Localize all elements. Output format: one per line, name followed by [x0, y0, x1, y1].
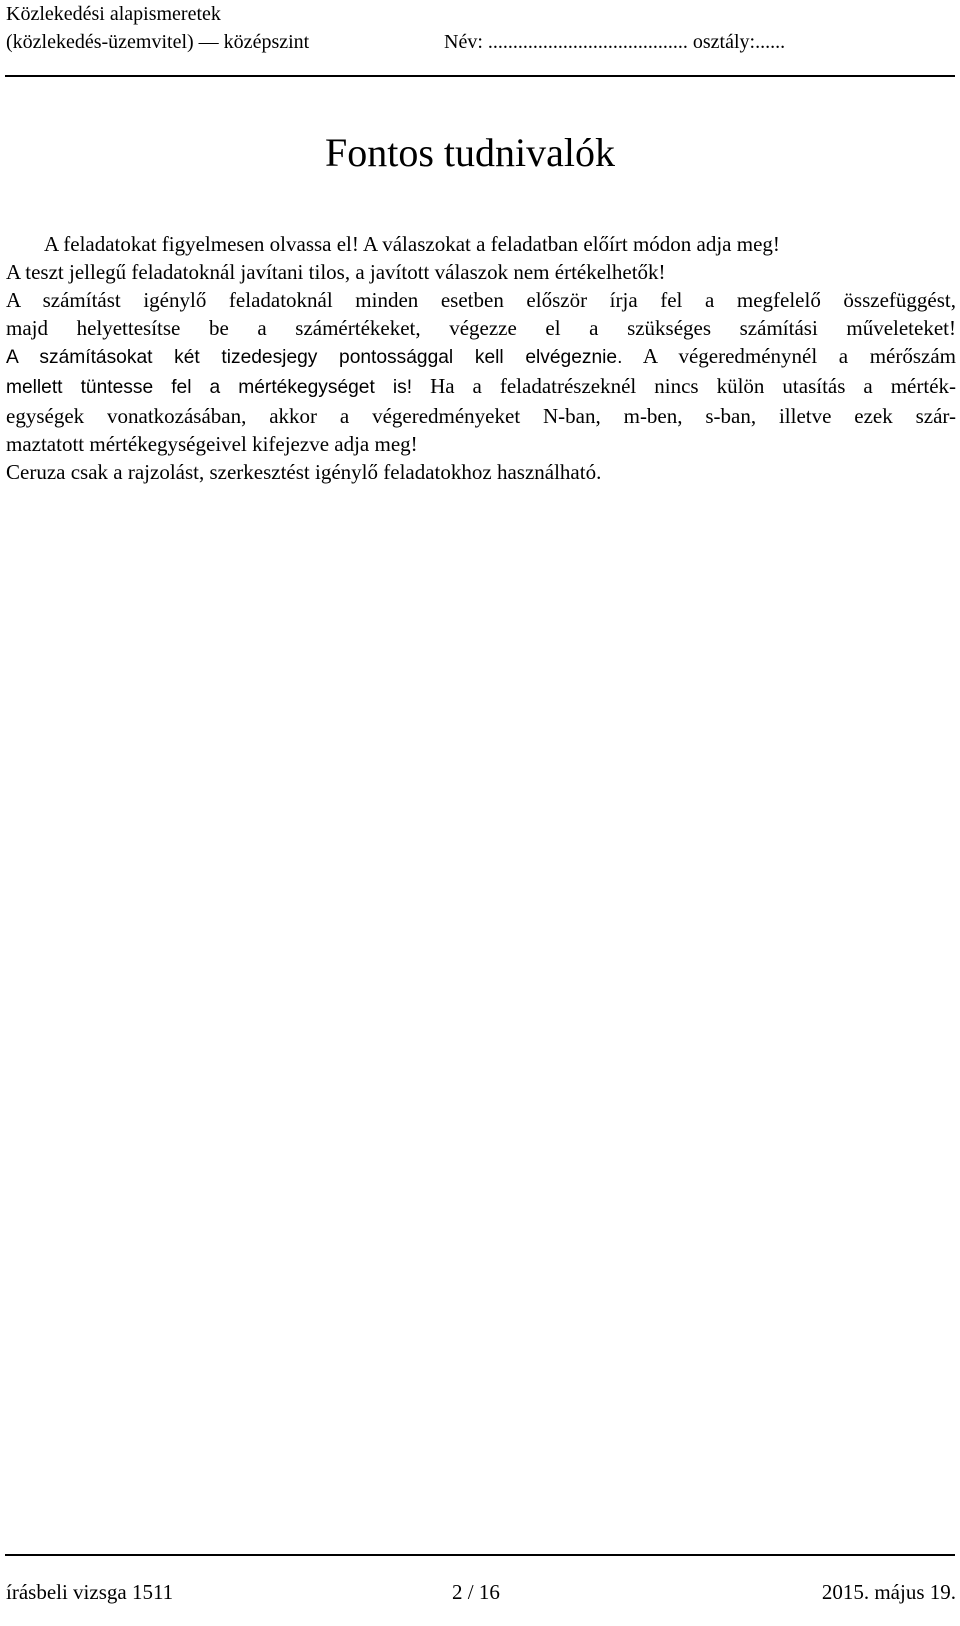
instruction-line: maztatott mértékegységeivel kifejezve adja meg!	[6, 432, 418, 456]
footer-exam-label: írásbeli vizsga 1511	[6, 1580, 174, 1604]
header-subject-line2: (közlekedés-üzemvitel) — középszint	[6, 31, 310, 53]
instruction-sentence: mellett tüntesse fel a mértékegységet is!	[6, 377, 413, 398]
instruction-line: Ceruza csak a rajzolást, szerkesztést igénylő feladatokhoz használható.	[6, 460, 602, 484]
header-subject	[6, 0, 309, 56]
header-subject-line1: Közlekedési alapismeretek	[6, 3, 221, 25]
instruction-line	[6, 342, 956, 372]
name-field-label: Név: ........................................	[444, 31, 688, 53]
footer-divider	[5, 1554, 955, 1556]
instruction-sentence: A végeredménynél a mérőszám	[642, 344, 957, 368]
instruction-line: egységek vonatkozásában, akkor a végeredményeket N-ban, m-ben, s-ban, illetve ezek szár-	[6, 404, 956, 428]
footer-date: 2015. május 19.	[821, 1580, 956, 1604]
instruction-line: A feladatokat figyelmesen olvassa el! A válaszokat a feladatban előírt módon adja meg!	[44, 232, 780, 256]
page-title: Fontos tudnivalók	[324, 130, 616, 175]
instruction-sentence: A számításokat két tizedesjegy pontossággal kell elvégeznie.	[6, 347, 623, 368]
instruction-sentence: Ha a feladatrészeknél nincs külön utasítás a mérték-	[430, 374, 957, 398]
instructions-body	[6, 230, 956, 486]
instruction-line: majd helyettesítse be a számértékeket, végezze el a szükséges számítási műveleteket!	[6, 316, 956, 340]
header-student-fields	[444, 28, 785, 56]
instruction-line: A teszt jellegű feladatoknál javítani tilos, a javított válaszok nem értékelhetők!	[6, 260, 666, 284]
class-field-label: osztály:......	[692, 31, 786, 53]
instruction-line	[6, 372, 956, 402]
footer-page-number: 2 / 16	[452, 1580, 500, 1604]
instruction-line: A számítást igénylő feladatoknál minden esetben először írja fel a megfelelő összefüggést,	[6, 288, 956, 312]
header-divider	[5, 75, 955, 77]
